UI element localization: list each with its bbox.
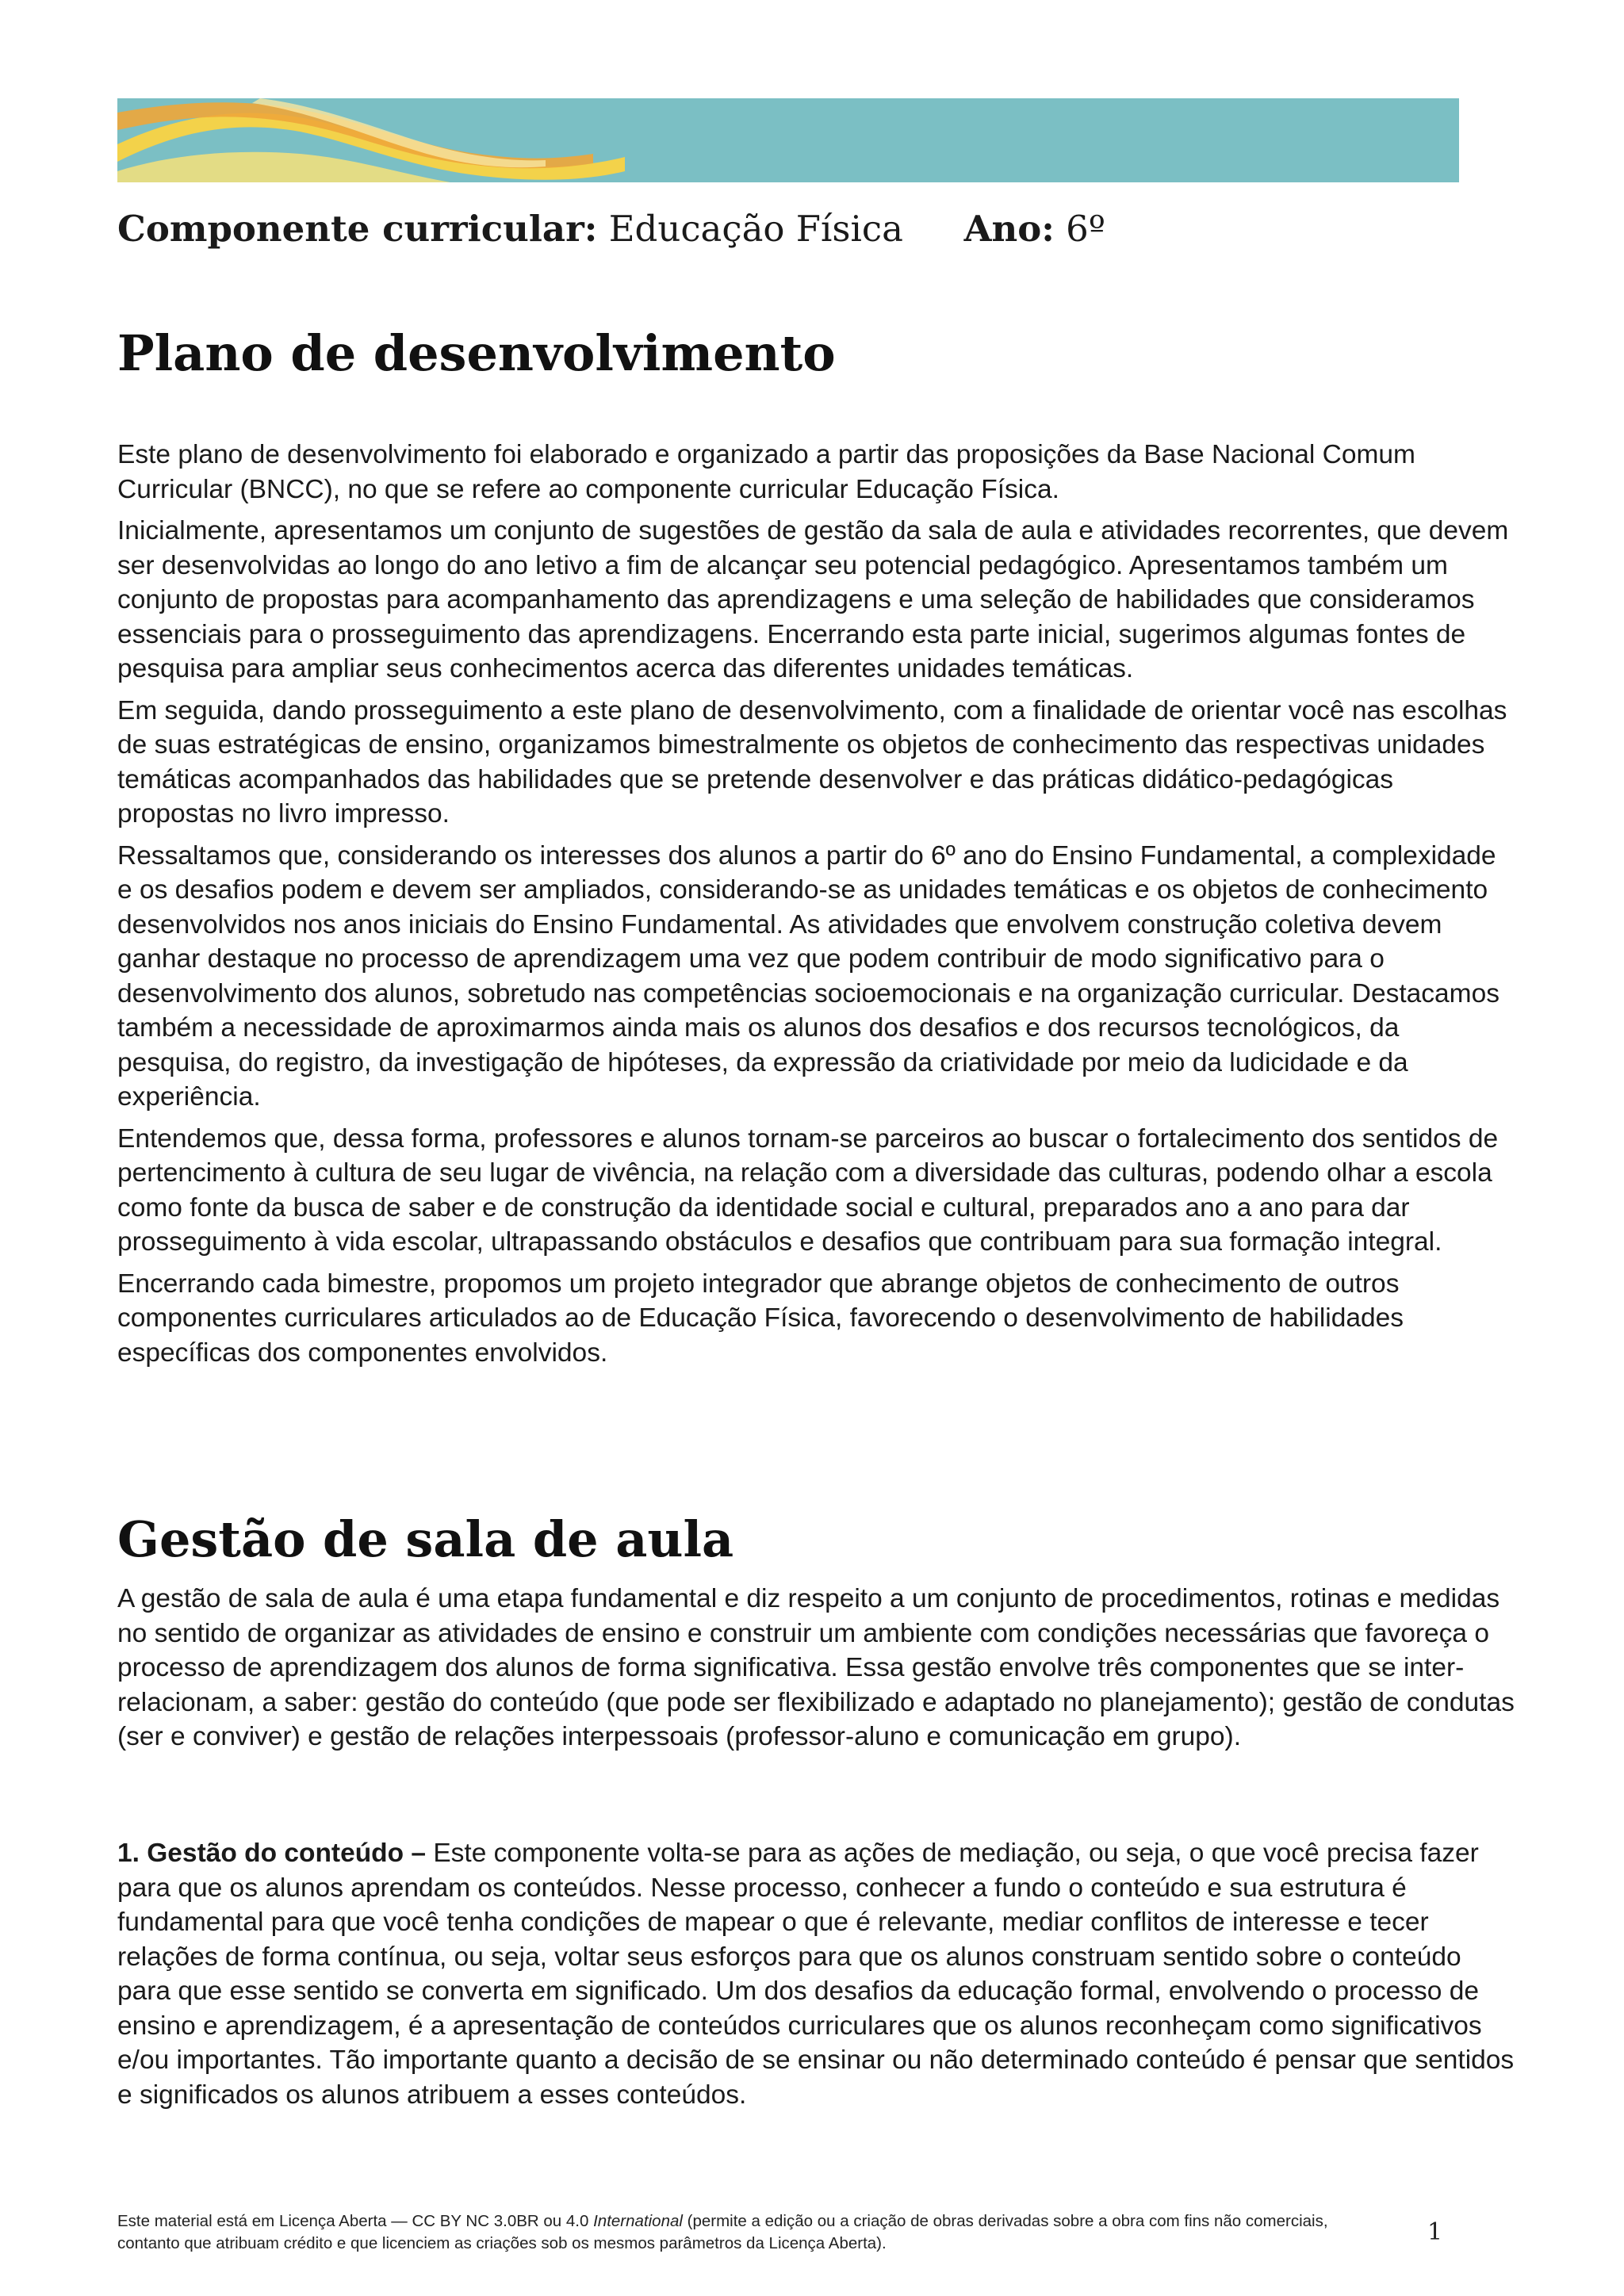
paragraph: Encerrando cada bimestre, propomos um projeto integrador que abrange objetos de conhecimento de outros componentes curriculares articulados ao de Educação Física, favorecendo o desenvolvimento de habilidades específicas dos componentes envolvidos. [117,1269,1404,1368]
gestao-conteudo-item [117,1836,1515,2119]
header-banner [117,98,1459,182]
year-value: 6º [1066,208,1105,250]
footer-text-cont: (permite a edição ou a criação de obras derivadas sobre a obra com fins não comerciais, contanto que atribuam crédito e que licenciem as criações sob os mesmos parâmetros da Licença Aberta). [117,2212,1328,2252]
wave-decoration [117,98,1459,182]
item-text: Este componente volta-se para as ações de mediação, ou seja, o que você precisa fazer para que os alunos aprendam os conteúdos. Nesse processo, conhecer a fundo o conteúdo e sua estrutura é fundamental para que você tenha condições de mapear o que é relevante, mediar conflitos de interesse e tecer relações de forma contínua, ou seja, voltar seus esforços para que os alunos construam sentido sobre o conteúdo para que esse sentido se converta em significado. Um dos desafios da educação formal, envolvendo o processo de ensino e aprendizagem, é a apresentação de conteúdos curriculares que os alunos reconheçam como significativos e/ou importantes. Tão importante quanto a decisão de se ensinar ou não determinado conteúdo é pensar que sentidos e significados os alunos atribuem a esses conteúdos. [117,1839,1515,2110]
component-value: Educação Física [608,208,903,250]
gestao-section-body [117,1582,1515,1762]
curriculum-header [117,208,1105,250]
license-footer [117,2210,1339,2255]
year-label: Ano: [963,208,1055,250]
paragraph [117,1836,1515,2112]
paragraph: Inicialmente, apresentamos um conjunto de sugestões de gestão da sala de aula e atividades recorrentes, que devem ser desenvolvidas ao longo do ano letivo a fim de alcançar seu potencial pedagógico. Apresentamos também um conjunto de propostas para acompanhamento das aprendizagens e uma seleção de habilidades que consideramos essenciais para o prosseguimento das aprendizagens. Encerrando esta parte inicial, sugerimos algumas fontes de pesquisa para ampliar seus conhecimentos acerca das diferentes unidades temáticas. [117,516,1509,683]
paragraph: Em seguida, dando prosseguimento a este plano de desenvolvimento, com a finalidade de orientar você nas escolhas de suas estratégicas de ensino, organizamos bimestralmente os objetos de conhecimento das respectivas unidades temáticas acompanhados das habilidades que se pretende desenvolver e das práticas didático-pedagógicas propostas no livro impresso. [117,695,1507,828]
plano-section-body [117,438,1515,1377]
footer-text: Este material está em Licença Aberta — CC BY NC 3.0BR ou 4.0 [117,2212,594,2230]
item-heading: 1. Gestão do conteúdo – [117,1839,427,1868]
paragraph: Entendemos que, dessa forma, professores e alunos tornam-se parceiros ao buscar o fortalecimento dos sentidos de pertencimento à cultura de seu lugar de vivência, na relação com a diversidade das culturas, podendo olhar a escola como fonte da busca de saber e de construção da identidade social e cultural, preparados ano a ano para dar prosseguimento à vida escolar, ultrapassando obstáculos e desafios que contribuam para sua formação integral. [117,1123,1499,1257]
section-title-plano: Plano de desenvolvimento [117,324,836,382]
page-number: 1 [1427,2218,1443,2246]
section-title-gestao: Gestão de sala de aula [117,1510,734,1568]
component-label: Componente curricular: [117,208,598,250]
paragraph: Ressaltamos que, considerando os interesses dos alunos a partir do 6º ano do Ensino Fundamental, a complexidade e os desafios podem e devem ser ampliados, considerando-se as unidades temáticas e os objetos de conhecimento desenvolvidos nos anos iniciais do Ensino Fundamental. As atividades que envolvem construção coletiva devem ganhar destaque no processo de aprendizagem uma vez que podem contribuir de modo significativo para o desenvolvimento dos alunos, sobretudo nas competências socioemocionais e na organização curricular. Destacamos também a necessidade de aproximarmos ainda mais os alunos dos desafios e dos recursos tecnológicos, da pesquisa, do registro, da investigação de hipóteses, da expressão da criatividade por meio da ludicidade e da experiência. [117,840,1500,1112]
footer-italic: International [593,2212,683,2230]
paragraph: A gestão de sala de aula é uma etapa fundamental e diz respeito a um conjunto de procedimentos, rotinas e medidas no sentido de organizar as atividades de ensino e construir um ambiente com condições necessárias que favoreça o processo de aprendizagem dos alunos de forma significativa. Essa gestão envolve três componentes que se inter-relacionam, a saber: gestão do conteúdo (que pode ser flexibilizado e adaptado no planejamento); gestão de condutas (ser e conviver) e gestão de relações interpessoais (professor-aluno e comunicação em grupo). [117,1584,1515,1751]
paragraph: Este plano de desenvolvimento foi elaborado e organizado a partir das proposições da Base Nacional Comum Curricular (BNCC), no que se refere ao componente curricular Educação Física. [117,440,1415,504]
